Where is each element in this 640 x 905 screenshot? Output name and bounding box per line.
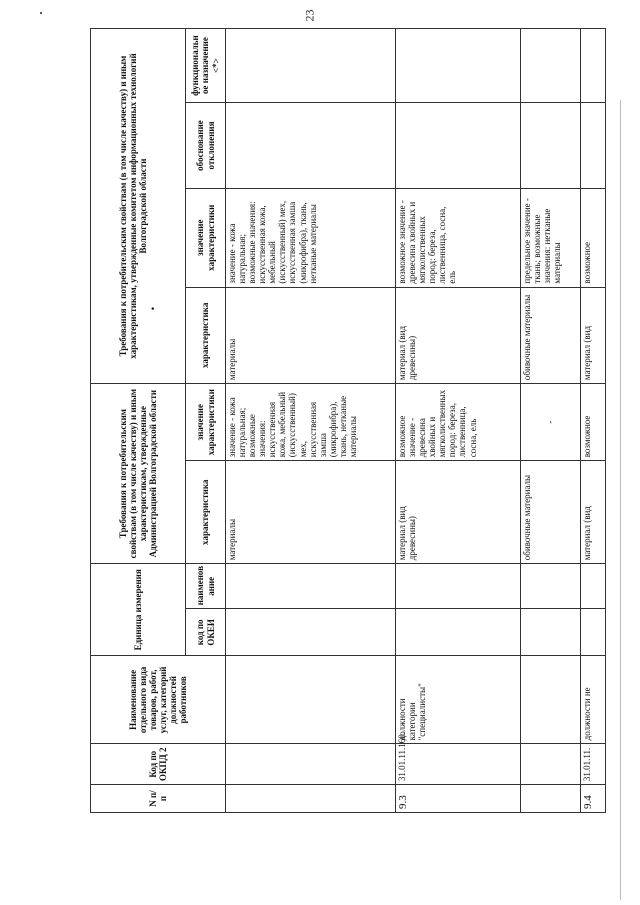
cell-deviation (581, 103, 606, 189)
cell-name (521, 656, 581, 744)
cell-okei (226, 609, 396, 656)
cell-admin-value: значение - кожа натуральная; возможные значения: искусственная кожа, мебельный (искусственный) мех, искусственная замша (микрофибра), ткань, нетканые материалы (226, 384, 396, 461)
header-name: Наименование отдельного вида товаров, работ, услуг, категорий должностей работников (91, 656, 226, 744)
cell-admin-char: материал (вид (581, 461, 606, 564)
cell-n: 9.3 (396, 785, 521, 813)
bullet-mark: • (148, 306, 159, 311)
cell-n (226, 785, 396, 813)
page-number: 23 (302, 9, 317, 22)
cell-comm-char: обивочные материалы (521, 287, 581, 384)
header-char: характеристика (186, 461, 226, 564)
header-unit-name: наименов ание (186, 564, 226, 609)
scan-speck (40, 12, 42, 14)
header-req-committee-text: Требования к потребительским свойствам (в том числе качеству) и иным характеристикам, утвержденные комитетом информационных технологий Волгоградской области (117, 53, 148, 359)
table-row (226, 29, 396, 813)
cell-comm-value: значение - кожа натуральная; возможные значения: искусственная кожа, мебельный (искусственный) мех, искусственная замша (микрофибра), ткань, нетканые материалы (226, 188, 396, 287)
cell-deviation (521, 103, 581, 189)
cell-okpd (521, 744, 581, 785)
cell-admin-char: материал (вид древесины) (396, 461, 521, 564)
header-deviation: обоснование отклонения (186, 103, 226, 189)
table-row (521, 29, 581, 813)
cell-okpd (226, 744, 396, 785)
cell-comm-value: возможное значение - древесина хвойных и мягколиственных пород: береза, лиственница, сосна, ель (396, 188, 521, 287)
header-req-committee (91, 29, 186, 384)
header-char-value: значение характеристики (186, 384, 226, 461)
table-row (581, 29, 606, 813)
cell-name: должности не (581, 656, 606, 744)
cell-okpd: 31.01.11. (581, 744, 606, 785)
cell-unit-name (581, 564, 606, 609)
header-char2: характеристика (186, 287, 226, 384)
cell-admin-value: - (521, 384, 581, 461)
cell-unit-name (396, 564, 521, 609)
scan-edge-line (620, 100, 621, 900)
header-char-value2: значение характеристики (186, 188, 226, 287)
cell-admin-char: материалы (226, 461, 396, 564)
cell-name (226, 656, 396, 744)
requirements-table (90, 28, 606, 813)
cell-comm-char: материалы (226, 287, 396, 384)
cell-okei (396, 609, 521, 656)
cell-name: должности категории "специалисты" (396, 656, 521, 744)
header-okpd: Код по ОКПД 2 (91, 744, 226, 785)
cell-comm-value: возможное (581, 188, 606, 287)
cell-comm-char: материал (вид (581, 287, 606, 384)
header-n: N п/п (91, 785, 226, 813)
cell-okei (521, 609, 581, 656)
cell-admin-value: возможное значение - древесина хвойных и мягколиственных пород: береза, лиственница, сосна, ель (396, 384, 521, 461)
cell-okpd: 31.01.11.160. (396, 744, 521, 785)
table-row (396, 29, 521, 813)
rotated-table-wrapper (90, 28, 605, 813)
cell-deviation (226, 103, 396, 189)
cell-n (521, 785, 581, 813)
cell-comm-char: материал (вид древесины) (396, 287, 521, 384)
header-req-admin: Требования к потребительским свойствам (в том числе качеству) и иным характеристикам, утвержденные Администрацией Волгоградской области (91, 384, 186, 564)
cell-function (396, 29, 521, 103)
cell-admin-char: обивочные материалы (521, 461, 581, 564)
header-okei: код по ОКЕИ (186, 609, 226, 656)
cell-unit-name (521, 564, 581, 609)
cell-function (581, 29, 606, 103)
cell-function (226, 29, 396, 103)
cell-deviation (396, 103, 521, 189)
cell-unit-name (226, 564, 396, 609)
cell-comm-value: предельное значение - ткань; возможные значения: нетканые материалы (521, 188, 581, 287)
cell-n: 9.4 (581, 785, 606, 813)
cell-function (521, 29, 581, 103)
cell-okei (581, 609, 606, 656)
header-unit: Единица измерения (91, 564, 186, 656)
header-function: функциональн ое назначение <*> (186, 29, 226, 103)
cell-admin-value: возможное (581, 384, 606, 461)
